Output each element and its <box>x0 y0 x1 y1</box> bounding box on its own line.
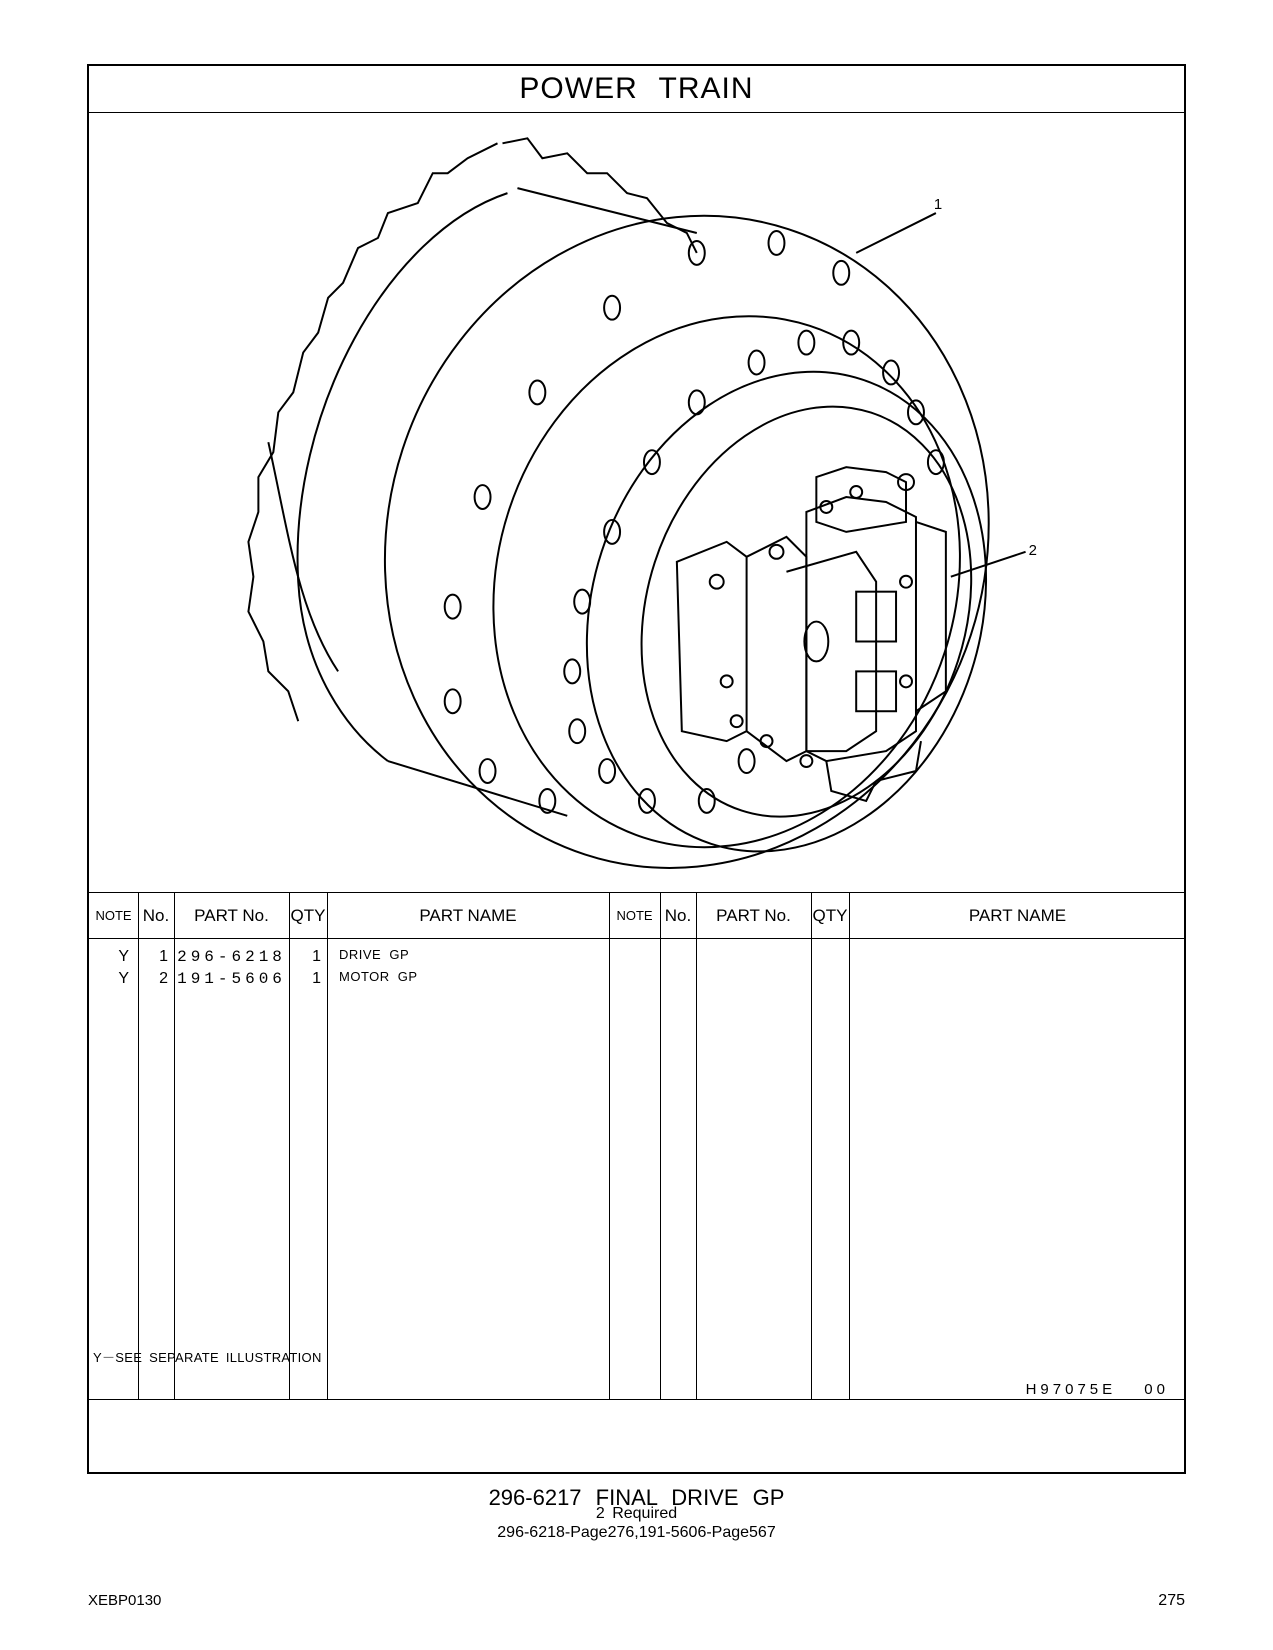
row1-qty: 1 <box>312 948 321 965</box>
doc-id: XEBP0130 <box>88 1592 162 1609</box>
col-note-right <box>609 893 661 1399</box>
mid-flange <box>426 255 1028 892</box>
page-number: 275 <box>1158 1592 1185 1609</box>
callout-1: 1 <box>933 196 943 214</box>
header-note: NOTE <box>95 908 132 923</box>
row2-qty: 1 <box>312 970 321 987</box>
row1-part-no: 296-6218 <box>177 948 286 966</box>
leader-line-1 <box>856 213 936 253</box>
caption-required: 2 Required <box>595 1505 678 1522</box>
row2-part-name: MOTOR GP <box>339 969 418 984</box>
row2-note: Y <box>118 970 129 987</box>
header-part-no-right: PART No. <box>716 905 791 925</box>
caption-title: 296-6217 FINAL DRIVE GP <box>488 1485 785 1510</box>
header-no-right: No. <box>664 905 692 925</box>
header-part-no: PART No. <box>194 905 269 925</box>
parts-page-frame <box>87 64 1186 1474</box>
header-no: No. <box>142 905 170 925</box>
caption-references: 296-6218-Page276,191-5606-Page567 <box>497 1524 776 1541</box>
header-divider <box>89 938 1184 939</box>
header-qty: QTY <box>290 905 326 925</box>
row1-part-name: DRIVE GP <box>339 947 410 962</box>
callout-2: 2 <box>1028 541 1037 559</box>
row2-part-no: 191-5606 <box>177 970 286 988</box>
col-no-right <box>660 893 697 1399</box>
col-partno-right <box>696 893 812 1399</box>
header-note-right: NOTE <box>616 908 653 923</box>
note-legend: Y－SEE SEPARATE ILLUSTRATION <box>93 1350 322 1365</box>
col-qty-right <box>811 893 850 1399</box>
header-part-name-right: PART NAME <box>968 905 1067 925</box>
header-qty-right: QTY <box>812 905 848 925</box>
motor-assembly <box>677 467 946 801</box>
row1-note: Y <box>118 948 129 965</box>
row1-no: 1 <box>159 948 168 965</box>
row2-no: 2 <box>159 970 168 987</box>
inner-bolt-holes <box>564 331 944 773</box>
exploded-illustration <box>89 112 1184 892</box>
illustration-code: H97075E 00 <box>1025 1381 1169 1398</box>
parts-table <box>89 892 1184 1400</box>
final-drive-drawing <box>89 112 1184 892</box>
page-title: POWER TRAIN <box>89 66 1184 113</box>
header-part-name: PART NAME <box>419 905 517 925</box>
drum-outline <box>298 193 508 761</box>
